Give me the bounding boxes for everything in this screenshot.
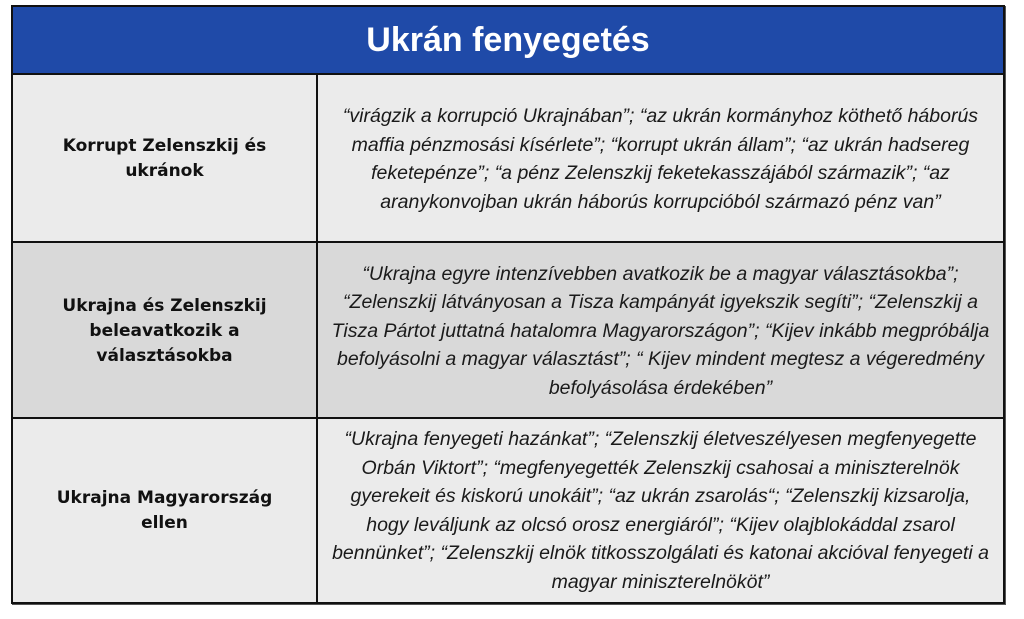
table-title: Ukrán fenyegetés <box>366 20 650 59</box>
quotes-cell <box>318 419 1003 602</box>
table-row <box>13 241 1003 419</box>
quotes-text: “virágzik a korrupció Ukrajnában”; “az ukrán kormányhoz köthető háborús maffia pénzmosási kísérlete”; “korrupt ukrán állam”; “az ukrán hadsereg feketepénze”; “a pénz Zelenszkij feketekasszájából származik”; “az aranykonvojban ukrán háborús korrupcióból származó pénz van” <box>342 105 979 213</box>
category-cell <box>13 75 318 243</box>
category-label: Korrupt Zelenszkij és ukránok <box>62 136 267 181</box>
quotes-cell <box>318 243 1003 419</box>
table-row <box>13 73 1003 243</box>
category-cell <box>13 243 318 419</box>
quotes-text: “Ukrajna egyre intenzívebben avatkozik be a magyar választásokba”; “Zelenszkij látványosan a Tisza kampányát igyekszik segíti”; “Zelenszkij a Tisza Pártot juttatná hatalomra Magyarországon”; “Kijev inkább megpróbálja befolyásolni a magyar választást”; “ Kijev mindent megtesz a végeredmény befolyásolása érdekében” <box>331 262 990 399</box>
category-cell <box>13 419 318 602</box>
quotes-text: “Ukrajna fenyegeti hazánkat”; “Zelenszkij életveszélyesen megfenyegette Orbán Viktort”; “megfenyegették Zelenszkij csahosai a miniszterelnök gyerekeit és kiskorú unokáit”; “az ukrán zsarolás“; “Zelenszkij kizsarolja, hogy leváljunk az olcsó orosz energiáról”; “Kijev olajblokáddal zsarol bennünket”; “Zelenszkij elnök titkosszolgálati és katonai akcióval fenyegeti a magyar miniszterelnököt” <box>332 428 989 593</box>
threat-table <box>11 5 1005 604</box>
table-row <box>13 417 1003 602</box>
category-label: Ukrajna és Zelenszkij beleavatkozik a választásokba <box>62 295 267 366</box>
category-label: Ukrajna Magyarország ellen <box>56 487 273 533</box>
table-header <box>13 7 1003 75</box>
quotes-cell <box>318 75 1003 243</box>
